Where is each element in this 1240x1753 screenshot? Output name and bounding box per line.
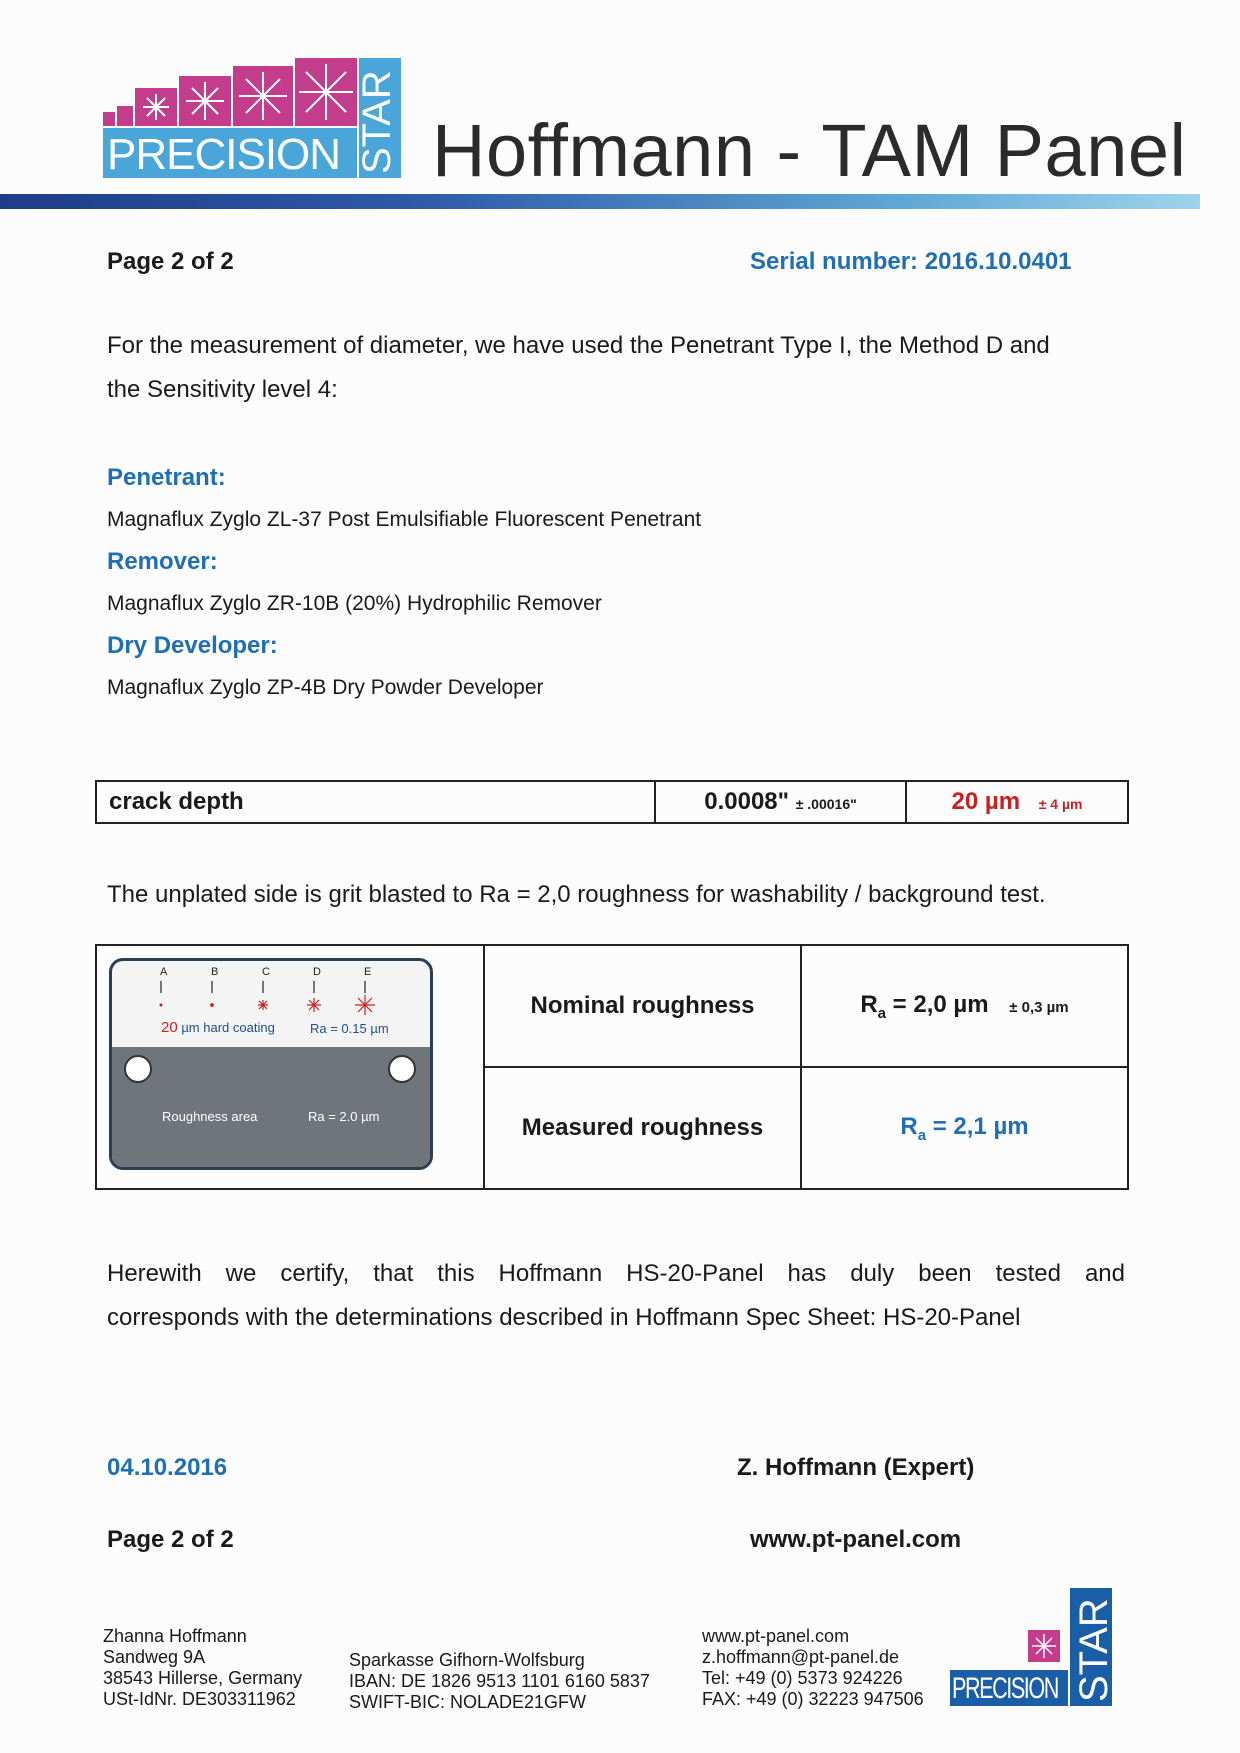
nominal-roughness-label: Nominal roughness: [484, 945, 801, 1067]
penetrant-heading: Penetrant:: [107, 464, 226, 491]
header-logo: [103, 58, 403, 180]
footer-web[interactable]: www.pt-panel.com: [702, 1626, 850, 1646]
panel-hole-left: [124, 1055, 152, 1083]
footer-iban: IBAN: DE 1826 9513 1101 6160 5837: [349, 1671, 650, 1691]
footer-email[interactable]: z.hoffmann@pt-panel.de: [702, 1647, 900, 1667]
footer-tel: Tel: +49 (0) 5373 924226: [702, 1668, 903, 1688]
developer-value: Magnaflux Zyglo ZP-4B Dry Powder Developer: [107, 676, 544, 699]
nominal-roughness-value: [801, 945, 1128, 1067]
unplated-text: The unplated side is grit blasted to Ra = 2,0 roughness for washability / background test.: [107, 881, 1046, 908]
intro-line-2: the Sensitivity level 4:: [107, 376, 338, 403]
measured-rest: = 2,1 µm: [926, 1112, 1029, 1140]
footer-street: Sandweg 9A: [103, 1647, 206, 1667]
serial-number: Serial number: 2016.10.0401: [750, 248, 1072, 275]
certify-paragraph: [107, 1252, 1125, 1340]
footer-logo-word-star: STAR: [1072, 1598, 1116, 1702]
marker-b: B: [211, 966, 219, 978]
panel-diagram: [109, 958, 433, 1170]
measured-sub: a: [917, 1126, 927, 1144]
page-title: Hoffmann - TAM Panel: [432, 109, 1187, 192]
roughness-area-ra: Ra = 2.0 µm: [308, 1109, 380, 1124]
measured-roughness-label: Measured roughness: [484, 1067, 801, 1189]
website-link[interactable]: www.pt-panel.com: [750, 1526, 962, 1553]
page-label-bottom: Page 2 of 2: [107, 1526, 234, 1553]
footer-address: [103, 1626, 302, 1710]
marker-e: E: [364, 966, 372, 978]
logo-word-precision: PRECISION: [107, 130, 341, 179]
imperial-value: 0.0008": [704, 788, 790, 815]
crack-indications-icon: [156, 979, 406, 1019]
intro-line-1: For the measurement of diameter, we have used the Penetrant Type I, the Method D and: [107, 332, 1050, 359]
footer-logo-word-precision: PRECISION: [952, 1672, 1058, 1705]
coating-ra: Ra = 0.15 µm: [310, 1021, 389, 1036]
footer-bank-name: Sparkasse Gifhorn-Wolfsburg: [349, 1650, 585, 1670]
certify-line-2: corresponds with the determinations described in Hoffmann Spec Sheet: HS-20-Panel: [107, 1304, 1021, 1331]
marker-c: C: [262, 966, 270, 978]
footer-vat: USt-IdNr. DE303311962: [103, 1689, 296, 1709]
nominal-sub: a: [877, 1004, 887, 1022]
crack-depth-imperial: [655, 781, 906, 823]
penetrant-value: Magnaflux Zyglo ZL-37 Post Emulsifiable Fluorescent Penetrant: [107, 508, 702, 531]
panel-hole-right: [388, 1055, 416, 1083]
nominal-rest: = 2,0 µm: [886, 990, 989, 1018]
marker-d: D: [313, 966, 321, 978]
marker-a: A: [160, 966, 168, 978]
coating-unit: µm hard coating: [181, 1020, 275, 1035]
crack-depth-metric: [906, 781, 1128, 823]
nominal-tolerance: ± 0,3 µm: [1009, 998, 1069, 1016]
metric-value: 20 µm: [951, 788, 1021, 815]
footer-swift: SWIFT-BIC: NOLADE21GFW: [349, 1692, 587, 1712]
footer-logo: [948, 1588, 1132, 1710]
signoff-expert: Z. Hoffmann (Expert): [737, 1454, 975, 1481]
footer-contact: [702, 1626, 924, 1710]
imperial-tolerance: ± .00016": [795, 796, 857, 812]
roughness-area: [112, 1047, 430, 1167]
coating-label: [161, 1019, 275, 1036]
footer-name: Zhanna Hoffmann: [103, 1626, 247, 1646]
developer-heading: Dry Developer:: [107, 632, 278, 659]
remover-heading: Remover:: [107, 548, 218, 575]
metric-tolerance: ± 4 µm: [1038, 796, 1083, 812]
nominal-r: R: [860, 990, 878, 1018]
measured-r: R: [900, 1112, 918, 1140]
footer-city: 38543 Hillerse, Germany: [103, 1668, 303, 1688]
crack-depth-label: crack depth: [96, 781, 655, 823]
coating-thickness: 20: [161, 1019, 178, 1036]
page-label-top: Page 2 of 2: [107, 248, 234, 275]
crack-depth-table: [95, 780, 1129, 824]
roughness-area-label: Roughness area: [162, 1109, 258, 1124]
footer-fax: FAX: +49 (0) 32223 947506: [702, 1689, 924, 1709]
measured-roughness-value: [801, 1067, 1128, 1189]
header-divider: [0, 194, 1200, 209]
certify-line-1: Herewith we certify, that this Hoffmann HS-20-Panel has duly been tested and: [107, 1260, 1125, 1287]
remover-value: Magnaflux Zyglo ZR-10B (20%) Hydrophilic Remover: [107, 592, 602, 615]
logo-word-star: STAR: [355, 70, 399, 174]
signoff-date: 04.10.2016: [107, 1454, 228, 1481]
footer-bank: [349, 1650, 650, 1713]
intro-paragraph: [107, 324, 1127, 412]
